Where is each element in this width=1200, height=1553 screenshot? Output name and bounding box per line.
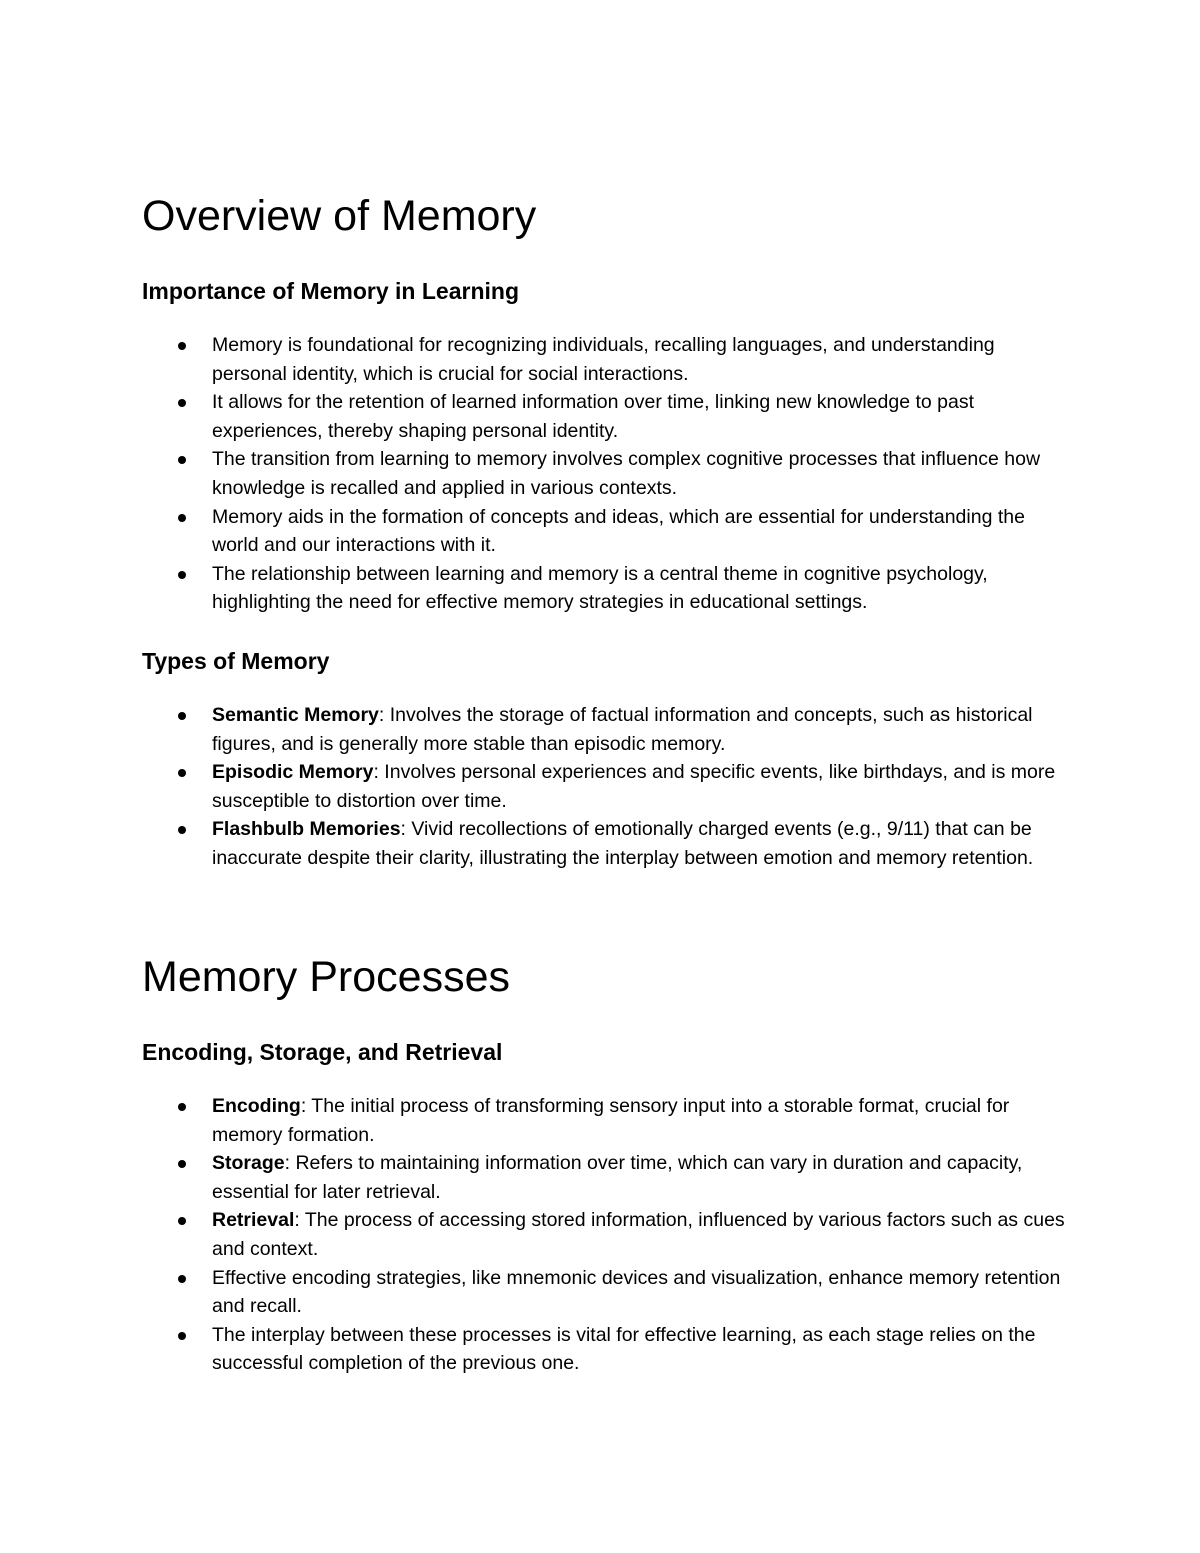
list-item-text: The transition from learning to memory involves complex cognitive processes that influence how knowledge is recalled and applied in various contexts.	[212, 448, 1041, 499]
list-item-text: : The initial process of transforming sensory input into a storable format, crucial for memory formation.	[212, 1095, 1010, 1146]
bullet-list-importance	[142, 331, 1072, 617]
bullet-icon	[178, 456, 186, 464]
bullet-icon	[178, 826, 186, 834]
list-item-text: Memory aids in the formation of concepts and ideas, which are essential for understanding the world and our interactions with it.	[212, 505, 1025, 557]
list-item	[142, 815, 1072, 872]
list-item-term: Episodic Memory	[212, 761, 374, 784]
bullet-icon	[178, 571, 186, 579]
bullet-list-encoding	[142, 1092, 1072, 1378]
bullet-list-types	[142, 701, 1072, 873]
list-item	[142, 1149, 1072, 1206]
bullet-icon	[178, 712, 186, 720]
bullet-icon	[178, 1332, 186, 1340]
list-item	[142, 758, 1072, 815]
section-title-memory-processes: Memory Processes	[142, 953, 510, 1001]
bullet-icon	[178, 342, 186, 350]
list-item-text: : Refers to maintaining information over time, which can vary in duration and capacity, essential for later retrieval.	[212, 1152, 1023, 1203]
bullet-icon	[178, 514, 186, 522]
bullet-icon	[178, 1160, 186, 1168]
list-item-text: : Vivid recollections of emotionally charged events (e.g., 9/11) that can be inaccurate despite their clarity, illustrating the interplay between emotion and memory retention.	[212, 818, 1034, 869]
subsection-heading-encoding-storage-retrieval: Encoding, Storage, and Retrieval	[142, 1039, 503, 1065]
list-item-term: Storage	[212, 1152, 285, 1175]
subsection-heading-types-of-memory: Types of Memory	[142, 648, 330, 674]
list-item-text: The interplay between these processes is vital for effective learning, as each stage relies on the successful completion of the previous one.	[212, 1323, 1036, 1375]
list-item-text: The relationship between learning and memory is a central theme in cognitive psychology, highlighting the need for effective memory strategies in educational settings.	[212, 562, 988, 614]
bullet-icon	[178, 399, 186, 407]
list-item-text: It allows for the retention of learned information over time, linking new knowledge to past experiences, thereby shaping personal identity.	[212, 391, 974, 442]
list-item	[142, 388, 1072, 445]
list-item-text: : The process of accessing stored information, influenced by various factors such as cues and context.	[212, 1209, 1065, 1260]
bullet-icon	[178, 1217, 186, 1225]
list-item-text: Memory is foundational for recognizing individuals, recalling languages, and understanding personal identity, which is crucial for social interactions.	[212, 334, 995, 385]
section-title-overview-of-memory: Overview of Memory	[142, 192, 537, 240]
subsection-heading-importance-of-memory: Importance of Memory in Learning	[142, 278, 519, 304]
list-item-term: Semantic Memory	[212, 704, 379, 726]
list-item	[142, 1264, 1072, 1321]
list-item	[142, 1092, 1072, 1149]
list-item	[142, 560, 1072, 617]
list-item	[142, 331, 1072, 388]
bullet-icon	[178, 1275, 186, 1283]
bullet-icon	[178, 769, 186, 777]
list-item-term: Encoding	[212, 1095, 301, 1117]
list-item	[142, 1206, 1072, 1263]
list-item	[142, 1321, 1072, 1378]
list-item	[142, 503, 1072, 560]
bullet-icon	[178, 1103, 186, 1111]
list-item	[142, 445, 1072, 502]
list-item-text: : Involves personal experiences and specific events, like birthdays, and is more susceptible to distortion over time.	[212, 761, 1056, 812]
list-item-term: Flashbulb Memories	[212, 818, 401, 841]
list-item-text: : Involves the storage of factual information and concepts, such as historical figures, and is generally more stable than episodic memory.	[212, 704, 1033, 755]
list-item	[142, 701, 1072, 758]
list-item-term: Retrieval	[212, 1209, 295, 1232]
list-item-text: Effective encoding strategies, like mnemonic devices and visualization, enhance memory retention and recall.	[212, 1266, 1061, 1318]
